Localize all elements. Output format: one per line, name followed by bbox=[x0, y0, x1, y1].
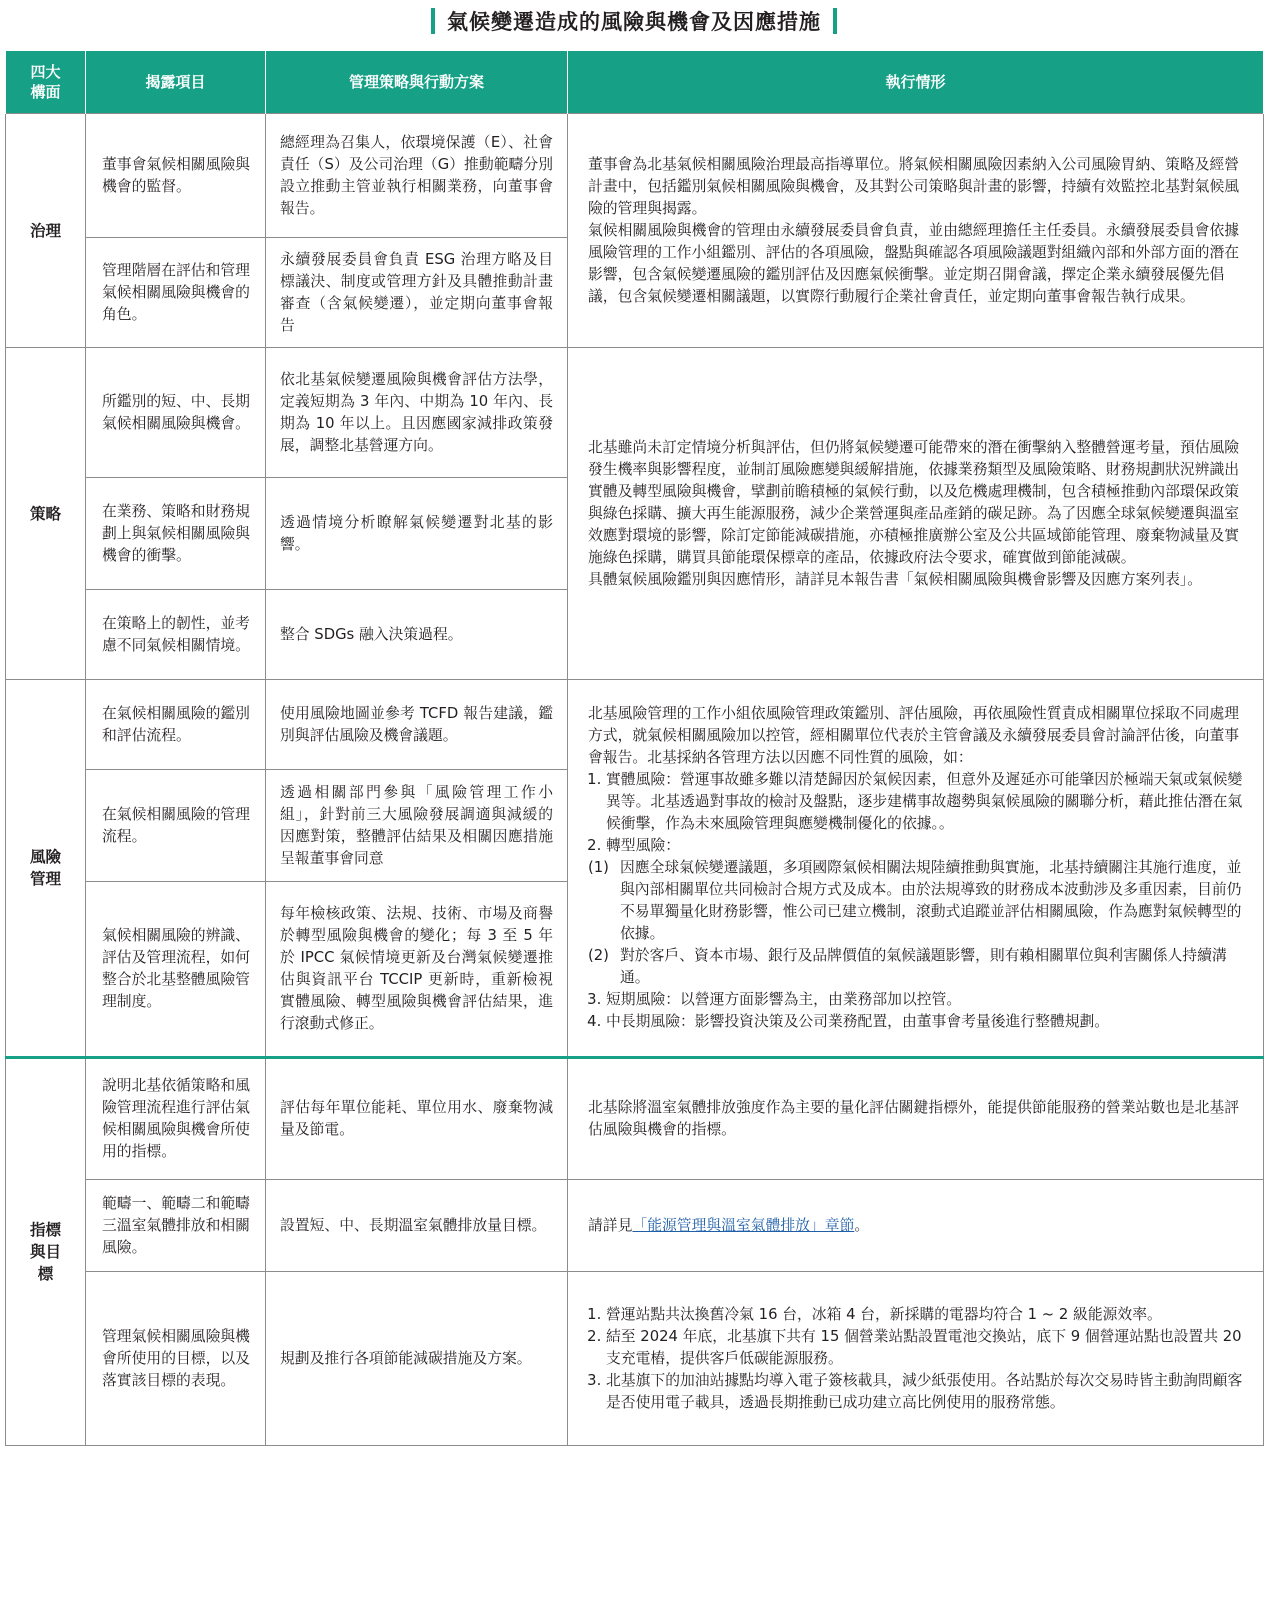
risk-list bbox=[588, 769, 1245, 1033]
execution-cell bbox=[568, 1272, 1264, 1446]
header-aspect: 四大構面 bbox=[6, 51, 86, 114]
strategy-cell: 透過相關部門參與「風險管理工作小組」，針對前三大風險發展調適與減緩的因應對策，整體評估結果及相關因應措施呈報董事會同意 bbox=[266, 770, 568, 882]
strategy-cell: 使用風險地圖並參考 TCFD 報告建議，鑑別與評估風險及機會議題。 bbox=[266, 680, 568, 770]
metrics-list bbox=[588, 1304, 1245, 1414]
aspect-strategy: 策略 bbox=[6, 348, 86, 680]
execution-paragraph: 北基雖尚未訂定情境分析與評估，但仍將氣候變遷可能帶來的潛在衝擊納入整體營運考量，預估風險發生機率與影響程度，並制訂風險應變與緩解措施，依據業務類型及風險策略、財務規劃狀況辨識出實體及轉型風險與機會，擘劃前瞻積極的氣候行動，以及危機處理機制，包含積極推動內部環保政策與綠色採購、擴大再生能源服務，減少企業營運與產品產銷的碳足跡。為了因應全球氣候變遷與溫室效應對環境的影響，除訂定節能減碳措施，亦積極推廣辦公室及公共區域節能管理、廢棄物減量及實施綠色採購，購買具節能環保標章的產品，依據政府法令要求，確實做到節能減碳。 bbox=[588, 438, 1240, 566]
strategy-cell: 整合 SDGs 融入決策過程。 bbox=[266, 590, 568, 680]
title-accent-bar-right bbox=[833, 8, 837, 34]
list-item: 1. 實體風險：營運事故雖多難以清楚歸因於氣候因素，但意外及遲延亦可能肇因於極端天氣或氣候變異等。北基透過對事故的檢討及盤點，逐步建構事故趨勢與氣候風險的關聯分析，藉此推估潛在氣候衝擊，作為未來風險管理與應變機制優化的依據。。 bbox=[606, 769, 1245, 835]
execution-cell: 北基除將溫室氣體排放強度作為主要的量化評估關鍵指標外，能提供節能服務的營業站數也是北基評估風險與機會的指標。 bbox=[568, 1058, 1264, 1180]
list-item: 2. 結至 2024 年底，北基旗下共有 15 個營業站點設置電池交換站，底下 9 個營運站點也設置共 20 支充電樁，提供客戶低碳能源服務。 bbox=[606, 1326, 1245, 1370]
disclosure-cell: 管理階層在評估和管理氣候相關風險與機會的角色。 bbox=[86, 238, 266, 348]
header-disclosure: 揭露項目 bbox=[86, 51, 266, 114]
disclosure-cell: 在氣候相關風險的管理流程。 bbox=[86, 770, 266, 882]
header-row bbox=[6, 51, 1264, 114]
disclosure-cell: 在策略上的韌性，並考慮不同氣候相關情境。 bbox=[86, 590, 266, 680]
aspect-governance: 治理 bbox=[6, 114, 86, 348]
list-item: 1. 營運站點共汰換舊冷氣 16 台，冰箱 4 台，新採購的電器均符合 1 ~ 2 級能源效率。 bbox=[606, 1304, 1245, 1326]
strategy-cell: 永續發展委員會負責 ESG 治理方略及目標議決、制度或管理方針及具體推動計畫審查（含氣候變遷），並定期向董事會報告 bbox=[266, 238, 568, 348]
strategy-cell: 透過情境分析瞭解氣候變遷對北基的影響。 bbox=[266, 478, 568, 590]
governance-row-1 bbox=[6, 114, 1264, 238]
metrics-row-3 bbox=[6, 1272, 1264, 1446]
disclosure-cell: 氣候相關風險的辨識、評估及管理流程，如何整合於北基整體風險管理制度。 bbox=[86, 882, 266, 1058]
aspect-metrics-targets: 指標與目標 bbox=[6, 1058, 86, 1446]
header-execution: 執行情形 bbox=[568, 51, 1264, 114]
strategy-cell: 規劃及推行各項節能減碳措施及方案。 bbox=[266, 1272, 568, 1446]
sub-item: (2) 對於客戶、資本市場、銀行及品牌價值的氣候議題影響，則有賴相關單位與利害關係人持續溝通。 bbox=[588, 947, 1227, 986]
header-strategy: 管理策略與行動方案 bbox=[266, 51, 568, 114]
disclosure-cell: 說明北基依循策略和風險管理流程進行評估氣候相關風險與機會所使用的指標。 bbox=[86, 1058, 266, 1180]
strategy-cell: 評估每年單位能耗、單位用水、廢棄物減量及節電。 bbox=[266, 1058, 568, 1180]
execution-governance bbox=[568, 114, 1264, 348]
execution-paragraph: 氣候相關風險與機會的管理由永續發展委員會負責，並由總經理擔任主任委員。永續發展委員會依據風險管理的工作小組鑑別、評估的各項風險，盤點與確認各項風險議題對組織內部和外部方面的潛在影響，包含氣候變遷風險的鑑別評估及因應氣候衝擊。並定期召開會議，擇定企業永續發展優先倡議，包含氣候變遷相關議題，以實際行動履行企業社會責任，並定期向董事會報告執行成果。 bbox=[588, 221, 1240, 305]
page-title-box bbox=[431, 4, 837, 38]
list-item: 2. 轉型風險： (1) 因應全球氣候變遷議題，多項國際氣候相關法規陸續推動與實施，北基持續關注其施行進度，並與內部相關單位共同檢討合規方式及成本。由於法規導致的財務成本波動涉及多重因素，目前仍不易單獨量化財務影響，惟公司已建立機制，滾動式追蹤並評估相關風險，作為應對氣候轉型的依據。 (2) 對於客戶、資本市場、銀行及品牌價值的氣候議題影響，則有賴相關單位與利害關係人持續溝通。 bbox=[606, 835, 1245, 989]
strategy-cell: 總經理為召集人，依環境保護（E）、社會責任（S）及公司治理（G）推動範疇分別設立推動主管並執行相關業務，向董事會報告。 bbox=[266, 114, 568, 238]
list-item: 3. 北基旗下的加油站據點均導入電子簽核載具，減少紙張使用。各站點於每次交易時皆主動詢問顧客是否使用電子載具，透過長期推動已成功建立高比例使用的服務常態。 bbox=[606, 1370, 1245, 1414]
execution-cell: 請詳見「能源管理與溫室氣體排放」章節。 bbox=[568, 1180, 1264, 1272]
list-item: 3. 短期風險：以營運方面影響為主，由業務部加以控管。 bbox=[606, 989, 1245, 1011]
metrics-row-1 bbox=[6, 1058, 1264, 1180]
disclosure-cell: 董事會氣候相關風險與機會的監督。 bbox=[86, 114, 266, 238]
disclosure-cell: 在氣候相關風險的鑑別和評估流程。 bbox=[86, 680, 266, 770]
risk-row-1 bbox=[6, 680, 1264, 770]
strategy-row-1 bbox=[6, 348, 1264, 478]
execution-paragraph: 董事會為北基氣候相關風險治理最高指導單位。將氣候相關風險因素納入公司風險胃納、策略及經營計畫中，包括鑑別氣候相關風險與機會，及其對公司策略與計畫的影響，持續有效監控北基對氣候風險的管理與揭露。 bbox=[588, 155, 1240, 217]
aspect-risk-management: 風險管理 bbox=[6, 680, 86, 1058]
page-title: 氣候變遷造成的風險與機會及因應措施 bbox=[447, 10, 821, 34]
execution-risk bbox=[568, 680, 1264, 1058]
climate-risk-table bbox=[5, 51, 1264, 1446]
disclosure-cell: 所鑑別的短、中、長期氣候相關風險與機會。 bbox=[86, 348, 266, 478]
strategy-cell: 依北基氣候變遷風險與機會評估方法學，定義短期為 3 年內、中期為 10 年內、長期為 10 年以上。且因應國家減排政策發展，調整北基營運方向。 bbox=[266, 348, 568, 478]
execution-paragraph: 具體氣候風險鑑別與因應情形，請詳見本報告書「氣候相關風險與機會影響及因應方案列表」。 bbox=[588, 570, 1203, 588]
strategy-cell: 設置短、中、長期溫室氣體排放量目標。 bbox=[266, 1180, 568, 1272]
disclosure-cell: 管理氣候相關風險與機會所使用的目標，以及落實該目標的表現。 bbox=[86, 1272, 266, 1446]
sub-item: (1) 因應全球氣候變遷議題，多項國際氣候相關法規陸續推動與實施，北基持續關注其施行進度，並與內部相關單位共同檢討合規方式及成本。由於法規導致的財務成本波動涉及多重因素，目前仍不易單獨量化財務影響，惟公司已建立機制，滾動式追蹤並評估相關風險，作為應對氣候轉型的依據。 bbox=[588, 859, 1242, 942]
execution-intro: 北基風險管理的工作小組依風險管理政策鑑別、評估風險，再依風險性質責成相關單位採取不同處理方式，就氣候相關風險加以控管，經相關單位代表於主管會議及永續發展委員會討論評估後，向董事會報告。北基採納各管理方法以因應不同性質的風險，如： bbox=[588, 705, 1240, 766]
metrics-row-2 bbox=[6, 1180, 1264, 1272]
disclosure-cell: 在業務、策略和財務規劃上與氣候相關風險與機會的衝擊。 bbox=[86, 478, 266, 590]
execution-strategy bbox=[568, 348, 1264, 680]
title-area bbox=[0, 4, 1268, 38]
chapter-link[interactable]: 「能源管理與溫室氣體排放」章節 bbox=[632, 1216, 855, 1234]
disclosure-cell: 範疇一、範疇二和範疇三溫室氣體排放和相關風險。 bbox=[86, 1180, 266, 1272]
strategy-cell: 每年檢核政策、法規、技術、市場及商譽於轉型風險與機會的變化；每 3 至 5 年於 IPCC 氣候情境更新及台灣氣候變遷推估與資訊平台 TCCIP 更新時，重新檢視實體風險、轉型風險與機會評估結果，進行滾動式修正。 bbox=[266, 882, 568, 1058]
list-item: 4. 中長期風險：影響投資決策及公司業務配置，由董事會考量後進行整體規劃。 bbox=[606, 1011, 1245, 1033]
